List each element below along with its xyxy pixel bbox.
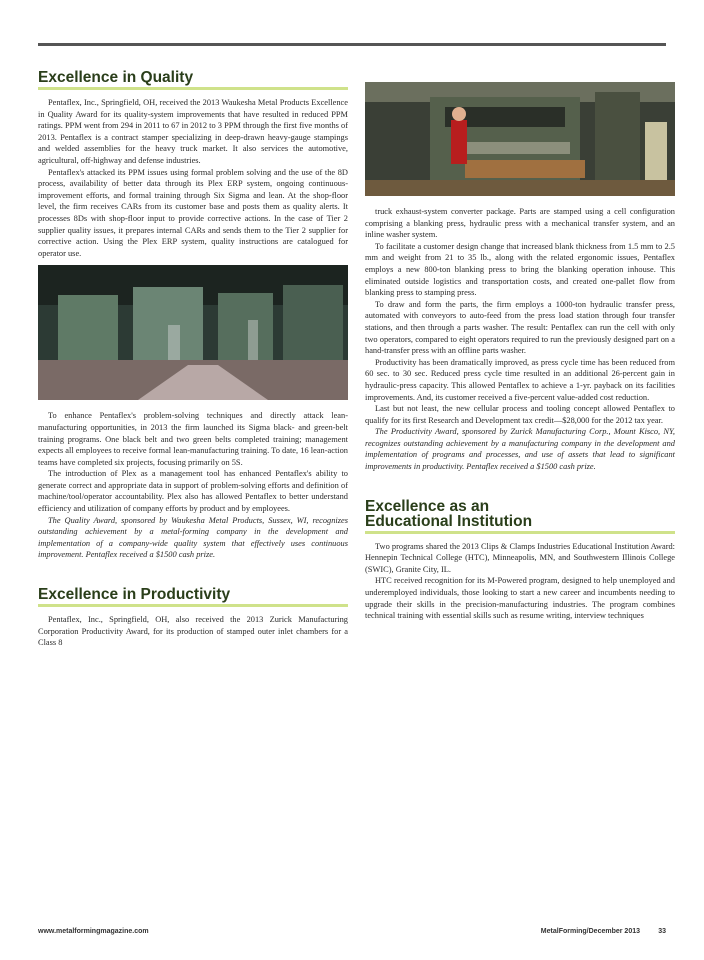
- education-paragraph-2: HTC received recognition for its M-Powered program, designed to help unemployed and underemployed individuals, those looking to start a new career and incumbents needing to upgrade their skills in the precision-manufacturing industries. The program combines technical training with essential skills such as resume writing, interview techniques: [365, 576, 675, 621]
- productivity-paragraph-5: Productivity has been dramatically improved, as press cycle time has been reduced from 60 sec. to 30 sec. Reduced press cycle time resulted in an additional 26-percent gain in hydraulic-press capacity. This allowed Pentaflex to achieve a 1-yr. payback on its facilities improvements. And, its customer received a five-percent value-added cost reduction.: [365, 357, 675, 402]
- factory-floor-photo: [38, 265, 348, 400]
- productivity-paragraph-1: Pentaflex, Inc., Springfield, OH, also received the 2013 Zurick Manufacturing Corporation Productivity Award, for its production of stamped outer inlet chambers for a Class 8: [38, 615, 348, 648]
- quality-heading: Excellence in Quality: [38, 70, 348, 90]
- footer-magazine-issue: MetalForming/December 2013: [540, 928, 640, 935]
- top-rule: [38, 43, 666, 46]
- education-heading: [365, 499, 675, 534]
- productivity-award-description: The Productivity Award, sponsored by Zurick Manufacturing Corp., Mount Kisco, NY, recognizes outstanding achievement by a manufacturing company in the development and implementation of programs and processes, and use of assets that lead to significant improvements in productivity. Pentaflex received a $1500 cash prize.: [365, 427, 675, 472]
- education-heading-line-1: Excellence as an: [365, 497, 490, 515]
- right-column: [365, 82, 675, 622]
- productivity-paragraph-3: To facilitate a customer design change that increased blank thickness from 1.5 mm to 2.5 mm and weight from 21 to 35 lb., along with the related ergonomic issues, Pentaflex employs a new 800-ton blanking press to bring the blanking operation inhouse. This eliminated outside logistics and transportation costs, and created one-pallet flow from blanking press to stamping press.: [365, 241, 675, 298]
- productivity-paragraph-2: truck exhaust-system converter package. Parts are stamped using a cell configuration comprising a blanking press, hydraulic press with a mechanical transfer system, and an inline washer system.: [365, 207, 675, 240]
- productivity-paragraph-4: To draw and form the parts, the firm employs a 1000-ton hydraulic transfer press, automated with conveyors to auto-feed from the press load station through four transfer stations, and then through a parts washer. The result: Pentaflex can run the cell with only two operators, compared to eight operators required to run the previously designed part on a hand-transfer press with an offline parts washer.: [365, 299, 675, 356]
- footer-website: www.metalformingmagazine.com: [38, 928, 149, 935]
- education-paragraph-1: Two programs shared the 2013 Clips & Clamps Industries Educational Institution Award: Hennepin Technical College (HTC), Minneapolis, MN, and Southwestern Illinois College (SWIC), Granite City, IL.: [365, 541, 675, 574]
- page-number: 33: [658, 928, 666, 935]
- quality-paragraph-1: Pentaflex, Inc., Springfield, OH, received the 2013 Waukesha Metal Products Excellence in Quality Award for its quality-system improvements that have resulted in reduced PPM ratings. PPM went from 294 in 2011 to 67 in 2012 to 3 PPM through the first five months of 2013. Pentaflex is a contract stamper specializing in deep-drawn heavy-gauge stampings and welded assemblies for the heavy truck market. It also services the automotive, agricultural, off-highway and defense industries.: [38, 98, 348, 165]
- left-column: [38, 70, 348, 649]
- press-operator-photo: [365, 82, 675, 196]
- quality-paragraph-2: Pentaflex's attacked its PPM issues using formal problem solving and the use of the 8D process, availability of better data through its Plex ERP system, ongoing continuous-improvement efforts, and formal training through Six Sigma and lean. At the shop-floor level, the firm receives CARs from its customer base and posts them as quality alerts. It processes 8Ds with shop-floor input to provide corrective actions. In the case of Tier 2 supplier quality issues, it prepares internal CARs and sends them to the Tier 2 supplier for corrective action. Using the Plex ERP system, quality instructions are catalogued for operator use.: [38, 167, 348, 258]
- education-heading-line-2: Educational Institution: [365, 512, 533, 530]
- page-footer: [38, 928, 666, 940]
- quality-award-description: The Quality Award, sponsored by Waukesha Metal Products, Sussex, WI, recognizes outstanding achievement by a metal-forming company in the development and implementation of a company-wide quality system that effectively uses continuous improvement. Pentaflex received a $1500 cash prize.: [38, 515, 348, 560]
- productivity-heading: Excellence in Productivity: [38, 587, 348, 607]
- productivity-paragraph-6: Last but not least, the new cellular process and tooling concept allowed Pentaflex to qualify for its first Research and Development tax credit—$28,000 for the 2012 tax year.: [365, 404, 675, 425]
- quality-paragraph-3: To enhance Pentaflex's problem-solving techniques and directly attack lean-manufacturing opportunities, in 2013 the firm launched its Sigma black- and green-belt training programs. One black belt and two green belts completed training; management expects all employees to receive formal lean-manufacturing training. To date, 16 lean-action teams have completed six projects, focusing primarily on 5S.: [38, 411, 348, 467]
- quality-paragraph-4: The introduction of Plex as a management tool has enhanced Pentaflex's ability to generate correct and appropriate data in support of problem-solving efforts and definition of machine/tool/operator accountability. Plex also has allowed Pentaflex to better understand efficiency and utilization of company efforts by product and by employees.: [38, 469, 348, 514]
